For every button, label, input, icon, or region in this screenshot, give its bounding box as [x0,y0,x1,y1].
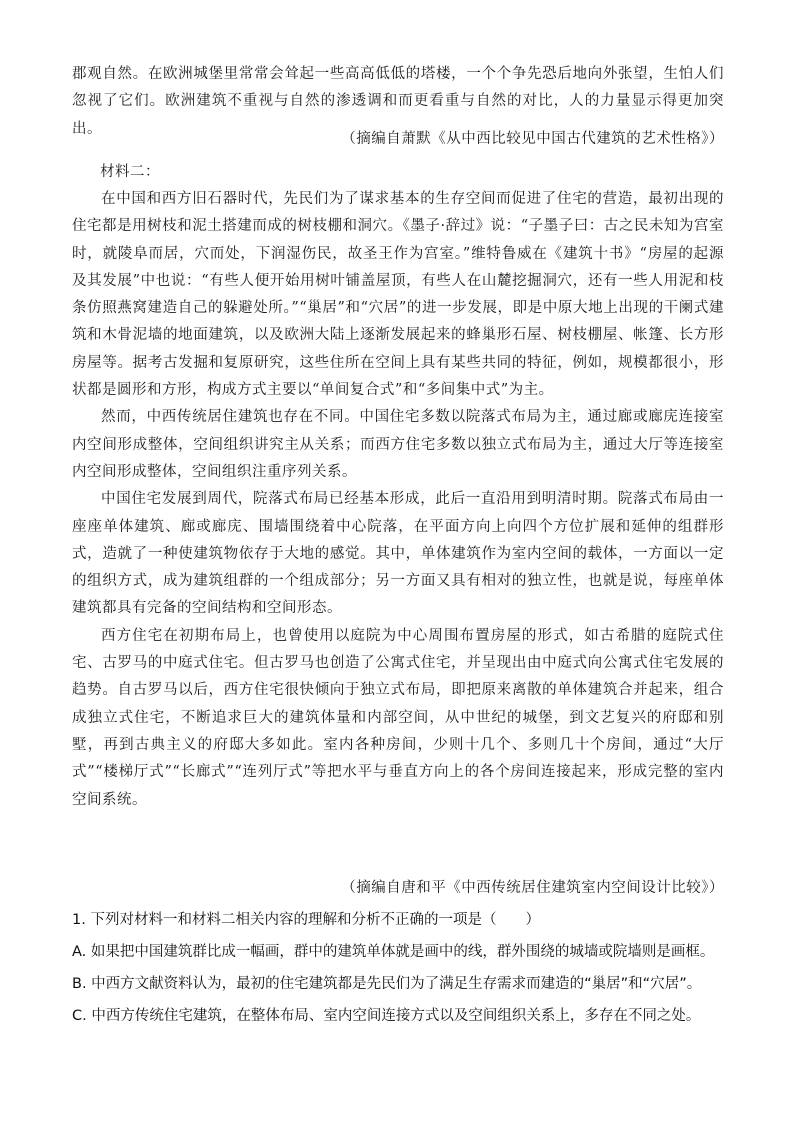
source-citation-2: （摘编自唐和平《中西传统居住建筑室内空间设计比较》） [341,880,724,896]
passage-body [72,186,724,814]
body-paragraph: 在中国和西方旧石器时代，先民们为了谋求基本的生存空间而促进了住宅的营造，最初出现的住宅都是用树枝和泥土搭建而成的树枝棚和洞穴。《墨子·辞过》说：“子墨子曰：古之民未知为宫室时，就陵阜而居，穴而处，下润湿伤民，故圣王作为宫室。”维特鲁威在《建筑十书》“房屋的起源及其发展”中也说：“有些人便开始用树叶铺盖屋顶，有些人在山麓挖掘洞穴，还有一些人用泥和枝条仿照燕窝建造自己的躲避处所。”“巢居”和“穴居”的进一步发展，即是中原大地上出现的干阑式建筑和木骨泥墙的地面建筑，以及欧洲大陆上逐渐发展起来的蜂巢形石屋、树枝棚屋、帐篷、长方形房屋等。据考古发掘和复原研究，这些住所在空间上具有某些共同的特征，例如，规模都很小，形状都是圆形和方形，构成方式主要以“单间复合式”和“多间集中式”为主。 [72,191,724,399]
option-b[interactable]: B. 中西方文献资料认为，最初的住宅建筑都是先民们为了满足生存需求而建造的“巢居”和“穴居”。 [72,976,702,992]
body-paragraph: 西方住宅在初期布局上，也曾使用以庭院为中心周围布置房屋的形式，如古希腊的庭院式住宅、古罗马的中庭式住宅。但古罗马也创造了公寓式住宅，并呈现出由中庭式向公寓式住宅发展的趋势。自古罗马以后，西方住宅很快倾向于独立式布局，即把原来离散的单体建筑合并起来，组合成独立式住宅，不断追求巨大的建筑体量和内部空间，从中世纪的城堡，到文艺复兴的府邸和别墅，再到古典主义的府邸大多如此。室内各种房间，少则十几个、多则几十个房间，通过“大厅式”“楼梯厅式”“长廊式”“连列厅式”等把水平与垂直方向上的各个房间连接起来，形成完整的室内空间系统。 [72,627,724,808]
body-paragraph: 然而，中西传统居住建筑也存在不同。中国住宅多数以院落式布局为主，通过廊或廊庑连接室内空间形成整体，空间组织讲究主从关系；而西方住宅多数以独立式布局为主，通过大厅等连接室内空间形成整体，空间组织注重序列关系。 [72,409,724,480]
material-2-heading: 材料二： [100,164,160,180]
source-citation-1: （摘编自萧默《从中西比较见中国古代建筑的艺术性格》） [341,131,724,147]
option-a[interactable]: A. 如果把中国建筑群比成一幅画，群中的建筑单体就是画中的线，群外围绕的城墙或院墙则是画框。 [72,944,715,960]
body-paragraph: 中国住宅发展到周代，院落式布局已经基本形成，此后一直沿用到明清时期。院落式布局由一座座单体建筑、廊或廊庑、围墙围绕着中心院落，在平面方向上向四个方位扩展和延伸的组群形式，造就了一种使建筑物依存于大地的感觉。其中，单体建筑作为室内空间的载体，一方面以一定的组织方式，成为建筑组群的一个组成部分；另一方面又具有相对的独立性，也就是说，每座单体建筑都具有完备的空间结构和空间形态。 [72,491,724,617]
question-1 [72,904,732,1032]
option-c[interactable]: C. 中西方传统住宅建筑，在整体布局、室内空间连接方式以及空间组织关系上，多存在不同之处。 [72,1008,701,1024]
question-stem: 1. 下列对材料一和材料二相关内容的理解和分析不正确的一项是（ ） [72,912,540,928]
intro-paragraph: 郡观自然。在欧洲城堡里常常会耸起一些高高低低的塔楼，一个个争先恐后地向外张望，生怕人们忽视了它们。欧洲建筑不重视与自然的渗透调和而更看重与自然的对比，人的力量显示得更加突出。 [72,66,724,137]
